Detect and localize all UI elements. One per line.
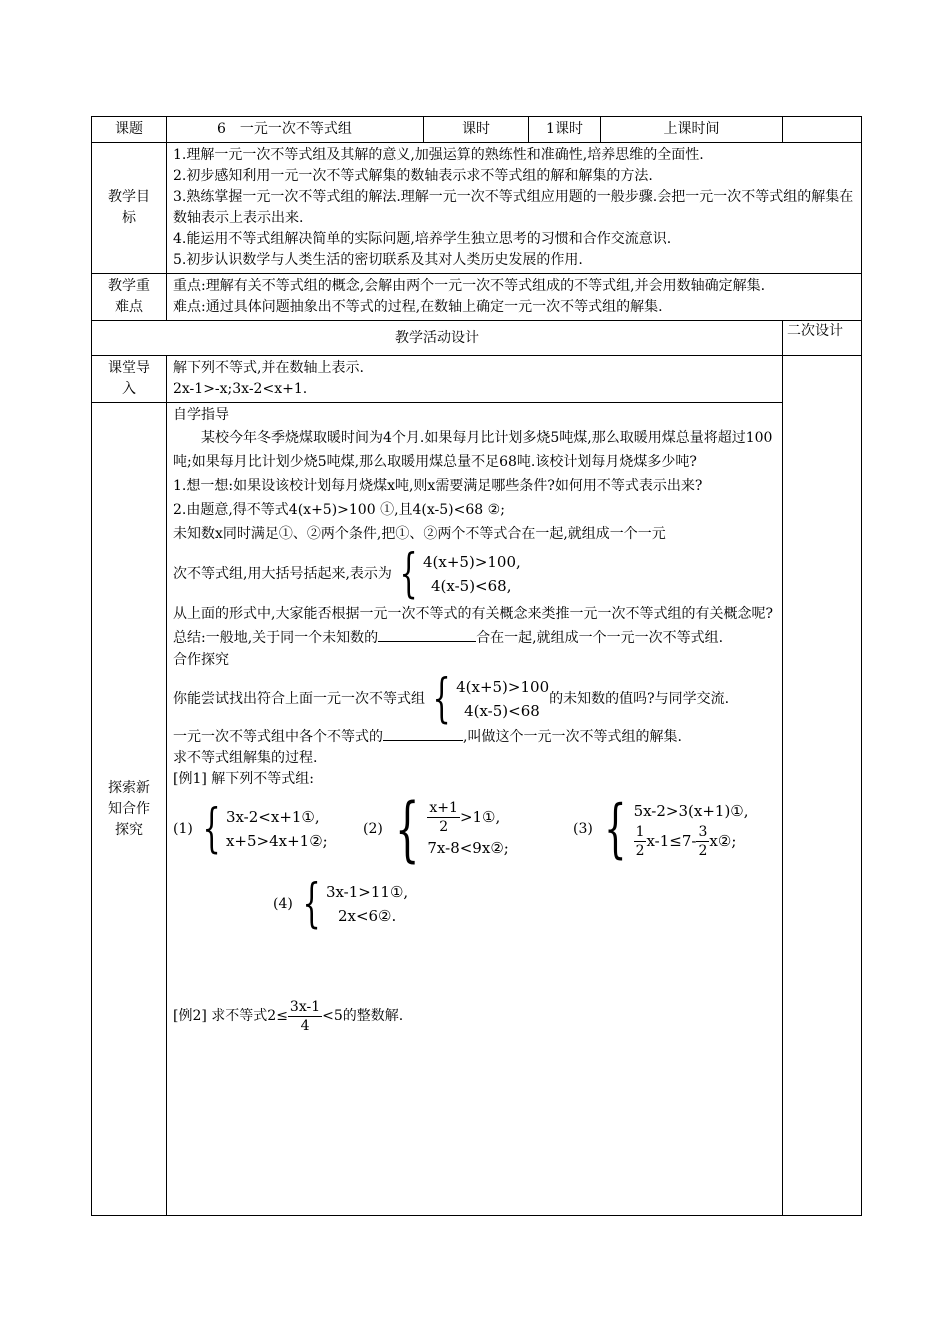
header-row <box>92 117 862 143</box>
solution-set-blank[interactable] <box>383 739 463 741</box>
summary-start: 总结:一般地,关于同一个未知数的 <box>173 630 379 646</box>
explore-label: 探索新知合作探究 <box>92 403 167 1216</box>
brace-icon: { <box>302 874 321 934</box>
system-2-line <box>173 669 776 729</box>
solution-set-start: 一元一次不等式组中各个不等式的 <box>173 729 383 745</box>
topic-label: 课题 <box>92 117 167 143</box>
question-4: 从上面的形式中,大家能否根据一元一次不等式的有关概念来类推一元一次不等式组的有关概念呢? <box>173 606 773 622</box>
lesson-plan-table <box>91 116 862 1216</box>
second-design-label: 二次设计 <box>783 321 862 356</box>
second-design-cell <box>783 356 862 1216</box>
goals-content <box>167 143 862 274</box>
try-end: 的未知数的值吗?与同学交流. <box>549 690 730 707</box>
brace-icon: { <box>394 788 420 870</box>
self-study-heading: 自学指导 <box>173 407 229 423</box>
goal-item: 4.能运用不等式组解决简单的实际问题,培养学生独立思考的习惯和合作交流意识. <box>173 231 672 247</box>
system-1-line <box>173 544 776 604</box>
system-1-eq-b: 4(x-5)<68, <box>431 577 512 595</box>
example-1-part-4: (4) { 3x-1>11①, 2x<6②. <box>273 874 409 934</box>
summary <box>173 626 776 650</box>
brace-icon: { <box>604 792 627 866</box>
system-2-eq-b: 4(x-5)<68 <box>464 702 540 720</box>
question-1: 1.想一想:如果设该校计划每月烧煤x吨,则x需要满足哪些条件?如何用不等式表示出来? <box>173 478 703 494</box>
ex1-p3-eq-a: 5x-2>3(x+1)①, <box>633 801 749 820</box>
summary-blank[interactable] <box>378 640 476 642</box>
ex1-p2-eq-b: 7x-8<9x②; <box>427 838 509 857</box>
time-label: 上课时间 <box>601 117 783 143</box>
explore-row <box>92 403 862 1216</box>
example-2-start: [例2] 求不等式2≤ <box>173 1008 288 1024</box>
system-2-eq-a: 4(x+5)>100 <box>456 678 550 696</box>
goal-item: 2.初步感知利用一元一次不等式解集的数轴表示求不等式组的解和解集的方法. <box>173 168 653 184</box>
goals-row <box>92 143 862 274</box>
ex1-p4-eq-b: 2x<6②. <box>337 907 397 925</box>
example-2-frac-den: 4 <box>300 1018 310 1034</box>
system-1 <box>392 544 521 604</box>
brace-icon: { <box>432 669 451 729</box>
lesson-plan <box>91 116 861 1216</box>
example-2-frac-num: 3x-1 <box>289 999 321 1015</box>
ex1-p2-frac-num: x+1 <box>429 799 458 816</box>
system-1-eq-a: 4(x+5)>100, <box>423 553 521 571</box>
system-2 <box>425 669 550 729</box>
question-3: 未知数x同时满足①、②两个条件,把①、②两个不等式合在一起,就组成一个一元 <box>173 526 666 542</box>
problem-text: 某校今年冬季烧煤取暖时间为4个月.如果每月比计划多烧5吨煤,那么取暖用煤总量将超过100吨;如果每月比计划少烧5吨煤,那么取暖用煤总量不足68吨.该校计划每月烧煤多少吨? <box>173 430 773 470</box>
intro-line: 解下列不等式,并在数轴上表示. <box>173 360 364 376</box>
example-1-title: [例1] 解下列不等式组: <box>173 771 314 787</box>
intro-content <box>167 356 783 403</box>
coop-heading: 合作探究 <box>173 652 229 668</box>
example-1-part-2: (2) { $\frac{x+1}{2}$ >1①, 7x-8<9x②; <box>363 788 509 870</box>
period-value: 1课时 <box>529 117 601 143</box>
summary-end: 合在一起,就组成一个一元一次不等式组. <box>476 630 724 646</box>
explore-content <box>167 403 783 1216</box>
try-start: 你能尝试找出符合上面一元一次不等式组 <box>173 690 425 707</box>
ex1-p2-frac-den: 2 <box>439 818 449 835</box>
ex1-p2-eq-a-rest: >1①, <box>459 808 501 826</box>
ex1-p3-eq-b-mid: x-1≤7- <box>646 832 697 850</box>
example-2-end: <5的整数解. <box>322 1008 404 1024</box>
goal-item: 1.理解一元一次不等式组及其解的意义,加强运算的熟练性和准确性,培养思维的全面性. <box>173 147 704 163</box>
goal-item: 3.熟练掌握一元一次不等式组的解法.理解一元一次不等式组应用题的一般步骤.会把一元一次不等式组的解集在数轴表示上表示出来. <box>173 189 854 226</box>
period-label: 课时 <box>424 117 529 143</box>
brace-icon: { <box>399 544 418 604</box>
difficult-point: 难点:通过具体问题抽象出不等式的过程,在数轴上确定一元一次不等式组的解集. <box>173 299 663 315</box>
intro-row <box>92 356 862 403</box>
process-text: 求不等式组解集的过程. <box>173 750 318 766</box>
topic-value: 6 一元一次不等式组 <box>167 117 424 143</box>
example-1-part-3: (3) { 5x-2>3(x+1)①, $\frac{1}{2}$ x-1≤7- $\frac{3}{2}$ x②; <box>573 792 749 866</box>
goals-label: 教学目标 <box>92 143 167 274</box>
solution-set-end: ,叫做这个一元一次不等式组的解集. <box>463 729 682 745</box>
key-point: 重点:理解有关不等式组的概念,会解由两个一元一次不等式组成的不等式组,并会用数轴确定解集. <box>173 278 766 294</box>
brace-icon: { <box>202 799 221 859</box>
question-3b: 次不等式组,用大括号括起来,表示为 <box>173 565 392 582</box>
ex1-p4-eq-a: 3x-1>11①, <box>325 883 409 901</box>
question-2: 2.由题意,得不等式4(x+5)>100 ①,且4(x-5)<68 ②; <box>173 502 505 518</box>
example-1-part-1: (1) { 3x-2<x+1①, x+5>4x+1②; <box>173 799 328 859</box>
intro-line: 2x-1>-x;3x-2<x+1. <box>173 381 308 397</box>
example-1-row <box>173 788 776 870</box>
keypoints-content <box>167 274 862 321</box>
solution-set-def <box>173 727 776 748</box>
ex1-p3-eq-b-end: x②; <box>709 832 737 850</box>
example-2 <box>173 998 776 1035</box>
ex1-p1-eq-a: 3x-2<x+1①, <box>225 808 320 826</box>
example-1-row-2 <box>173 874 776 934</box>
intro-label: 课堂导入 <box>92 356 167 403</box>
ex1-p1-eq-b: x+5>4x+1②; <box>225 832 328 850</box>
keypoints-label: 教学重难点 <box>92 274 167 321</box>
activity-title: 教学活动设计 <box>92 321 783 356</box>
goal-item: 5.初步认识数学与人类生活的密切联系及其对人类历史发展的作用. <box>173 252 583 268</box>
time-value <box>783 117 862 143</box>
activity-header-row <box>92 321 862 356</box>
keypoints-row <box>92 274 862 321</box>
